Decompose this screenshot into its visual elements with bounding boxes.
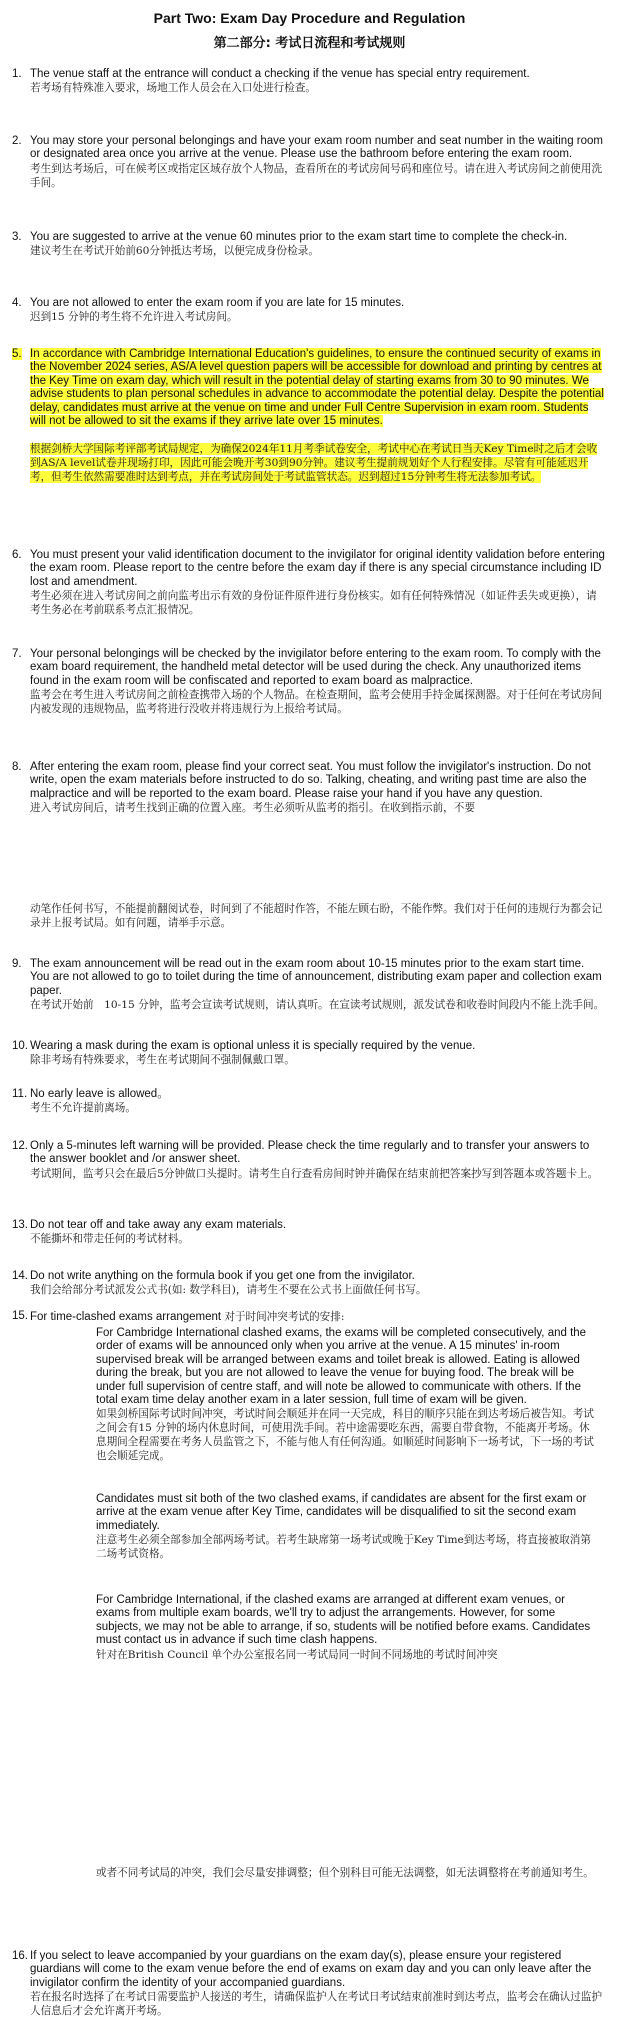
clash-text-en: For Cambridge International, if the clashed exams are arranged at different exam venues, or exams from multiple exam boards, we'll try to adjust the arrangements. However, for some subjects, we may not be able to arrange, if so, students will be notified before exams. Candidates must contact us in advance if such time clash happens. (96, 1594, 591, 1647)
page-title: Part Two: Exam Day Procedure and Regulation (153, 10, 466, 26)
clash-text-zh: 如果剑桥国际考试时间冲突，考试时间会顺延并在同一天完成，科目的顺序只能在到达考场后被告知。考试之间会有15 分钟的场内休息时间，可使用洗手间。若中途需要吃东西，需要自带食物，不能离开考场。休息期间全程需要在考务人员监管之下，不能与他人有任何沟通。如顺延时间影响下一场考试，下一场的考试也会顺延完成。 (96, 1408, 594, 1463)
item-text-zh: 迟到15 分钟的考生将不允许进入考试房间。 (30, 311, 238, 324)
item-number: 9. (12, 958, 22, 970)
list-item (12, 958, 606, 1012)
item-text-zh: 若考场有特殊准入要求，场地工作人员会在入口处进行检查。 (30, 82, 317, 95)
list-item (12, 1040, 606, 1067)
item-number: 3. (12, 231, 22, 243)
list-item (12, 761, 606, 815)
item-text-en: You are suggested to arrive at the venue 60 minutes prior to the exam start time to complete the check-in. (30, 231, 568, 243)
item-text-en: You are not allowed to enter the exam room if you are late for 15 minutes. (30, 297, 405, 309)
list-item (12, 1270, 606, 1297)
list-item (12, 549, 606, 617)
clash-paragraph-continuation (96, 1866, 596, 1880)
item-number: 16. (12, 1950, 28, 1962)
item-text-zh: 考生到达考场后，可在候考区或指定区域存放个人物品，查看所在的考试房间号码和座位号。请在进入考试房间之前使用洗手间。 (30, 162, 603, 189)
item-number: 4. (12, 297, 22, 309)
item-text-zh: 除非考场有特殊要求，考生在考试期间不强制佩戴口罩。 (30, 1054, 295, 1067)
page-title-chinese: 第二部分: 考试日流程和考试规则 (213, 36, 406, 51)
item-text-zh: 在考试开始前 10-15 分钟，监考会宣读考试规则，请认真听。在宣读考试规则，派发试卷和收卷时间段内不能上洗手间。 (30, 999, 605, 1012)
clash-paragraph (96, 1493, 596, 1561)
list-item (12, 1950, 606, 2018)
item-text-zh: 不能撕坏和带走任何的考试材料。 (30, 1233, 189, 1246)
list-item (12, 231, 606, 258)
item-number: 8. (12, 761, 22, 773)
clash-paragraph (96, 1327, 596, 1463)
item-text-en: After entering the exam room, please find your correct seat. You must follow the invigilator's instruction. Do not write, open the exam materials before instructed to do so. Talking, cheating, and writing past time are also the malpractice and will be reported to the exam board. Please raise your hand if you have any question. (30, 761, 591, 800)
item-text-en: Only a 5-minutes left warning will be provided. Please check the time regularly and to transfer your answers to the answer booklet and /or answer sheet. (30, 1140, 590, 1166)
item-text-zh: 我们会给部分考试派发公式书(如: 数学科目)，请考生不要在公式书上面做任何书写。 (30, 1284, 427, 1297)
item-number: 14. (12, 1270, 28, 1282)
item-text-en: Your personal belongings will be checked by the invigilator before entering to the exam room. To comply with the exam board requirement, the handheld metal detector will be used during the check. Any unauthorized items found in the exam room will be confiscated and reported to exam board as malpractice. (30, 648, 601, 687)
list-item (12, 68, 606, 95)
list-item (12, 1140, 606, 1181)
item-number: 1. (12, 68, 22, 80)
item-number: 2. (12, 135, 22, 147)
item-text-en: Wearing a mask during the exam is optional unless it is specially required by the venue. (30, 1040, 476, 1052)
list-item-highlighted (12, 348, 606, 484)
item-number: 15. (12, 1310, 28, 1322)
clash-paragraph (96, 1594, 596, 1662)
item-number: 11. (12, 1088, 28, 1100)
item-text-zh: 考生必须在进入考试房间之前向监考出示有效的身份证件原件进行身份核实。如有任何特殊情况（如证件丢失或更换），请考生务必在考前联系考点汇报情况。 (30, 590, 597, 617)
list-item (12, 135, 606, 190)
item-text-zh: 根据剑桥大学国际考评部考试局规定，为确保2024年11月考季试卷安全，考试中心在考试日当天Key Time时之后才会收到AS/A level试卷并现场打印，因此可能会晚开考30到90分钟。建议考生提前规划好个人行程安排。尽管有可能延迟开考，但考生依然需要准时达到考点，并在考试房间处于考试监管状态。迟到超过15分钟考生将无法参加考试。 (30, 443, 598, 484)
clash-text-zh: 注意考生必须全部参加全部两场考试。若考生缺席第一场考试或晚于Key Time到达考场，将直接被取消第二场考试资格。 (96, 1534, 591, 1561)
list-item (12, 648, 606, 716)
item-text-en: Do not write anything on the formula book if you get one from the invigilator. (30, 1270, 415, 1282)
item-text-en: The exam announcement will be read out in the exam room about 10-15 minutes prior to the exam start time. You are not allowed to go to toilet during the time of announcement, distributing exam paper and collection exam paper. (30, 958, 602, 997)
item-number: 6. (12, 549, 22, 561)
item-text-en: The venue staff at the entrance will conduct a checking if the venue has special entry requirement. (30, 68, 530, 80)
item-text-zh-continued: 动笔作任何书写，不能提前翻阅试卷，时间到了不能超时作答，不能左顾右盼，不能作弊。我们对于任何的违规行为都会记录并上报考试局。如有问题，请举手示意。 (30, 903, 603, 929)
item-text-en: You may store your personal belongings and have your exam room number and seat number in the waiting room or designated area once you arrive at the venue. Please use the bathroom before entering the exam room. (30, 135, 603, 161)
item-text-en: Do not tear off and take away any exam materials. (30, 1219, 287, 1231)
item-text-en: You must present your valid identification document to the invigilator for original identity validation before entering the exam room. Please report to the centre before the exam day if there is any special circumstance including ID lost and amendment. (30, 549, 605, 588)
item-text-zh: 对于时间冲突考试的安排: (224, 1311, 345, 1323)
item-text-zh: 进入考试房间后，请考生找到正确的位置入座。考生必须听从监考的指引。在收到指示前，不要 (30, 802, 475, 815)
item-number: 7. (12, 648, 22, 660)
list-item (12, 1219, 606, 1246)
item-text-en: If you select to leave accompanied by your guardians on the exam day(s), please ensure your registered guardians will come to the exam venue before the end of exams on exam day and you can only leave after the invigilator confirm the identity of your accompanied guardians. (30, 1950, 592, 1989)
clash-text-zh-continued: 或者不同考试局的冲突，我们会尽量安排调整；但个别科目可能无法调整，如无法调整将在考前通知考生。 (96, 1867, 594, 1879)
clash-text-zh: 针对在British Council 单个办公室报名同一考试局同一时间不同场地的考试时间冲突 (96, 1648, 498, 1661)
item-text-en: In accordance with Cambridge International Education's guidelines, to ensure the continued security of exams in the November 2024 series, AS/A level question papers will be accessible for download and printing by centres at the Key Time on exam day, which will result in the potential delay of starting exams from 30 to 90 minutes. We advise students to plan personal schedules in advance to accommodate the potential delay. Despite the potential delay, candidates must arrive at the venue on time and under Full Centre Supervision in exam room. Students will not be allowed to sit the exams if they arrive late over 15 minutes. (30, 348, 604, 428)
list-item (12, 1310, 606, 1324)
item-number: 10. (12, 1040, 28, 1052)
item-number: 13. (12, 1219, 28, 1231)
item-text-zh: 监考会在考生进入考试房间之前检查携带入场的个人物品。在检查期间，监考会使用手持金属探测器。对于任何在考试房间内被发现的违规物品，监考将进行没收并将违规行为上报给考试局。 (30, 689, 603, 716)
item-text-zh: 建议考生在考试开始前60分钟抵达考场，以便完成身份检录。 (30, 245, 319, 258)
list-item (12, 1088, 606, 1115)
item-text-en: For time-clashed exams arrangement (30, 1311, 222, 1323)
item-text-en: No early leave is allowed。 (30, 1088, 169, 1100)
item-number: 12. (12, 1140, 28, 1152)
list-item-continuation (12, 902, 606, 930)
list-item (12, 297, 606, 324)
item-text-zh: 考生不允许提前离场。 (30, 1102, 136, 1115)
clash-text-en: For Cambridge International clashed exams, the exams will be completed consecutively, and the order of exams will be announced only when you arrive at the venue. A 15 minutes' in-room supervised break will be arranged between exams and toilet break is allowed. Eating is allowed during the break, but you are not allowed to leave the venue for buying food. The break will be under full supervision of centre staff, and will note be allowed to communicate with others. If the total exam time delay another exam in a later session, full time of exam will be given. (96, 1327, 587, 1407)
item-text-zh: 考试期间，监考只会在最后5分钟做口头提时。请考生自行查看房间时钟并确保在结束前把答案抄写到答题本或答题卡上。 (30, 1167, 599, 1180)
item-number: 5. (12, 348, 22, 360)
item-text-zh: 若在报名时选择了在考试日需要监护人接送的考生，请确保监护人在考试日考试结束前准时到达考点，监考会在确认过监护人信息后才会允许离开考场。 (30, 1991, 603, 2018)
clash-text-en: Candidates must sit both of the two clashed exams, if candidates are absent for the first exam or arrive at the exam venue after Key Time, candidates will be disqualified to sit the second exam immediately. (96, 1493, 587, 1532)
